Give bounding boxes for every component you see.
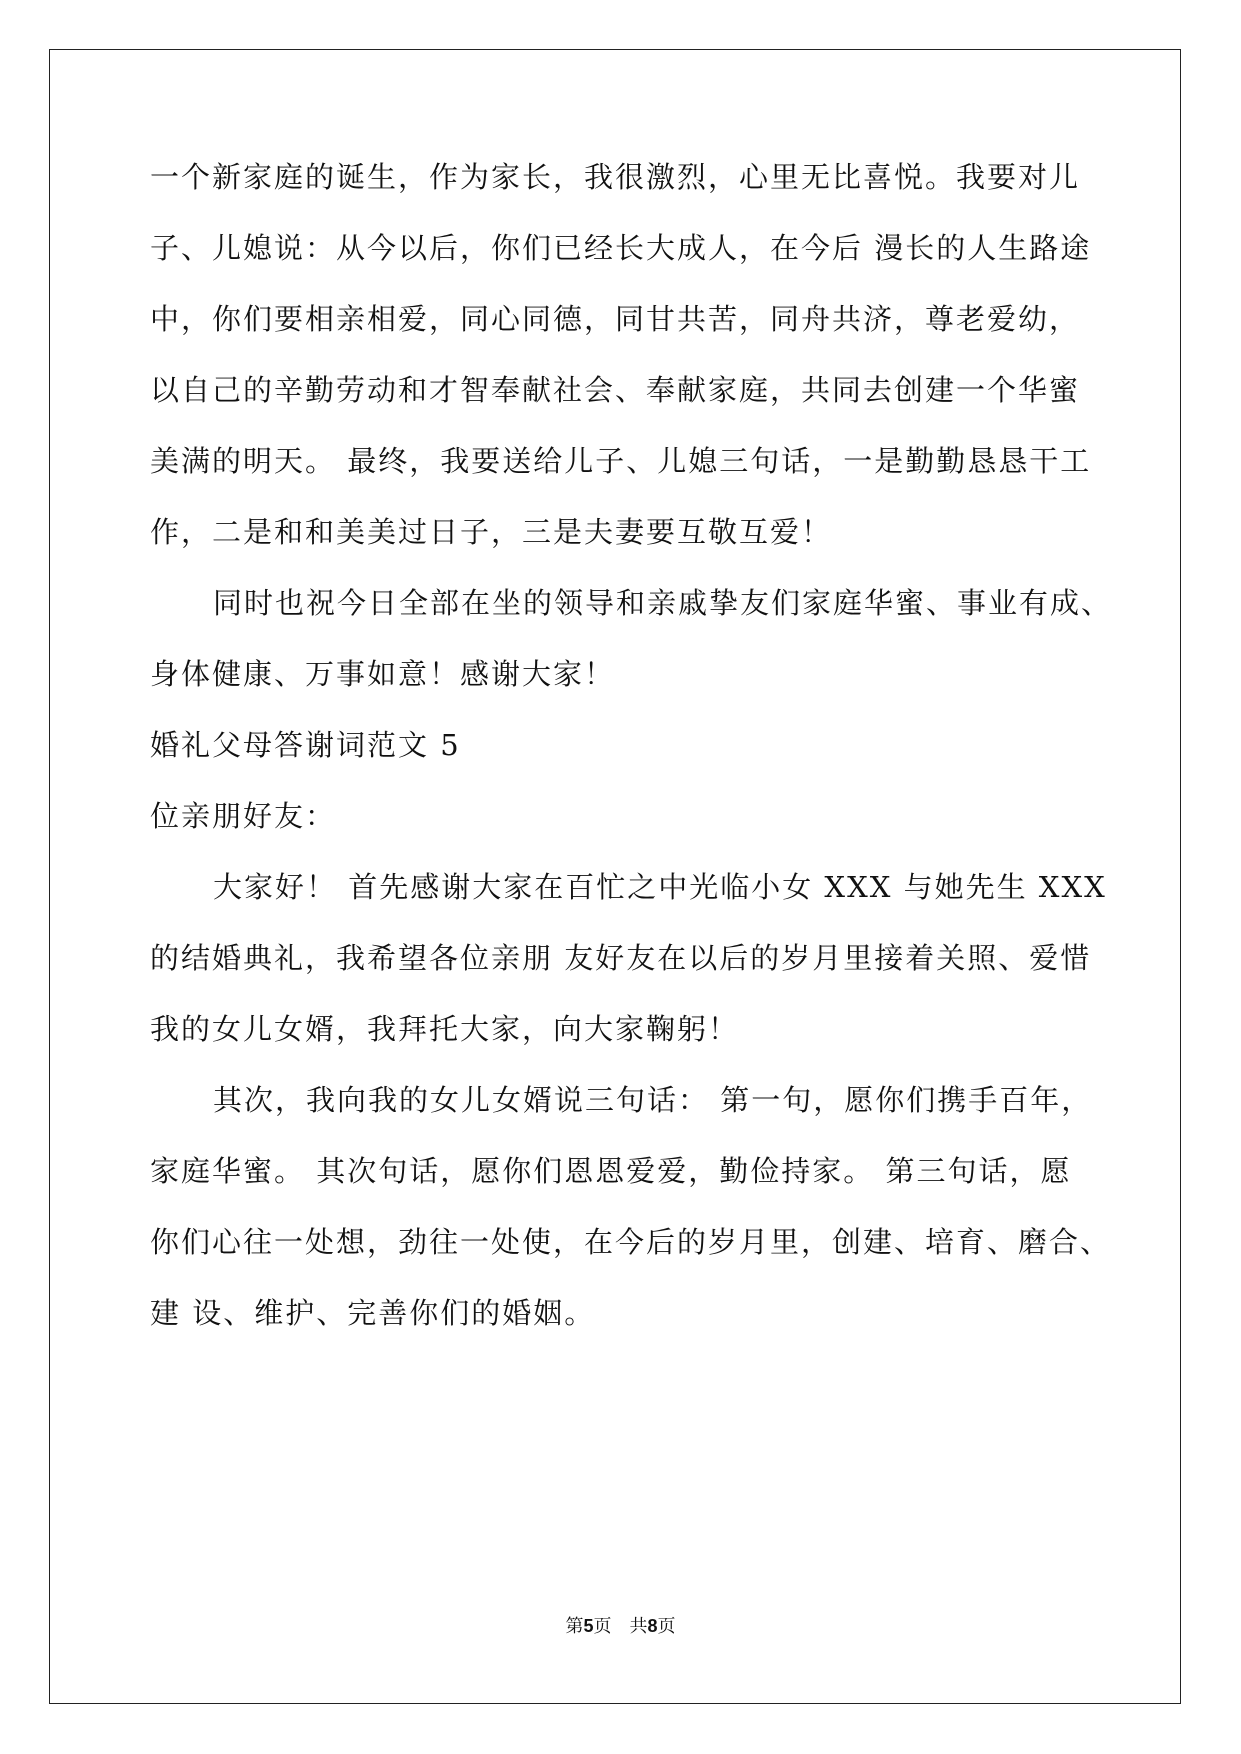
paragraph-line: 的结婚典礼，我希望各位亲朋 友好友在以后的岁月里接着关照、爱惜 — [150, 941, 1092, 975]
page-prefix: 第 — [565, 1616, 584, 1637]
page-current-number: 5 — [583, 1616, 594, 1636]
paragraph-line: 以自己的辛勤劳动和才智奉献社会、奉献家庭，共同去创建一个华蜜 — [150, 373, 1081, 407]
page-total-number: 8 — [647, 1616, 658, 1636]
paragraph-line: 身体健康、万事如意！感谢大家！ — [150, 657, 616, 691]
paragraph-line: 建 设、维护、完善你们的婚姻。 — [150, 1296, 596, 1330]
paragraph-line: 其次，我向我的女儿女婿说三句话： 第一句，愿你们携手百年， — [213, 1083, 1093, 1117]
paragraph-line: 作，二是和和美美过日子，三是夫妻要互敬互爱！ — [150, 515, 833, 549]
paragraph-line: 家庭华蜜。 其次句话，愿你们恩恩爱爱，勤俭持家。 第三句话，愿 — [150, 1154, 1072, 1188]
page-suffix: 页 — [657, 1616, 676, 1637]
paragraph-line: 一个新家庭的诞生，作为家长，我很激烈，心里无比喜悦。我要对儿 — [150, 160, 1081, 194]
paragraph-line: 中，你们要相亲相爱，同心同德，同甘共苦，同舟共济，尊老爱幼， — [150, 302, 1081, 336]
page-mid: 页 共 — [593, 1616, 648, 1637]
paragraph-line: 大家好！ 首先感谢大家在百忙之中光临小女 XXX 与她先生 XXX — [213, 870, 1107, 904]
paragraph-line: 美满的明天。 最终，我要送给儿子、儿媳三句话，一是勤勤恳恳干工 — [150, 444, 1092, 478]
paragraph-line: 我的女儿女婿，我拜托大家，向大家鞠躬！ — [150, 1012, 740, 1046]
page-footer — [0, 1614, 1241, 1639]
paragraph-line: 子、儿媳说：从今以后，你们已经长大成人，在今后 漫长的人生路途 — [150, 231, 1092, 265]
paragraph-line: 同时也祝今日全部在坐的领导和亲戚挚友们家庭华蜜、事业有成、 — [213, 586, 1113, 620]
salutation-line: 位亲朋好友： — [150, 799, 337, 833]
section-heading: 婚礼父母答谢词范文 5 — [150, 728, 461, 762]
paragraph-line: 你们心往一处想，劲往一处使，在今后的岁月里，创建、培育、磨合、 — [150, 1225, 1112, 1259]
